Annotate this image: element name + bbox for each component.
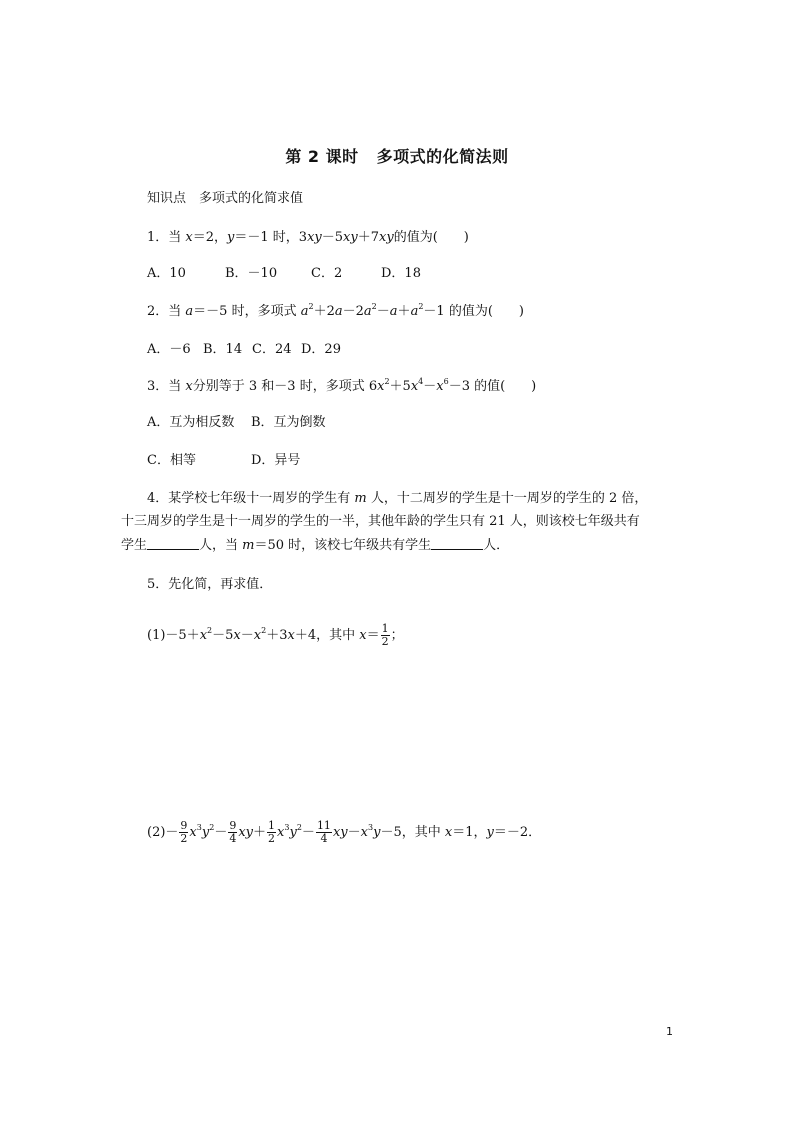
- question-5-heading: 5．先化简，再求值．: [147, 577, 273, 592]
- question-1-options: [147, 265, 421, 283]
- question-5-part-1: $(1)-5+x^2-5x-x^2+3x+4$，其中 x＝ $\frac{1}{2}$ ；: [147, 622, 404, 648]
- question-2-options: [147, 341, 341, 359]
- lesson-topic: 多项式的化简法则: [376, 147, 509, 166]
- question-4-line3: 学生 人，当 m＝50 时，该校七年级共有学生 人．: [121, 538, 510, 553]
- question-3-options-row1: [147, 414, 326, 432]
- fraction: $\frac{9}{2}$: [180, 819, 188, 845]
- option-d: D．异号: [251, 453, 301, 468]
- option-a: A．10: [147, 266, 186, 281]
- question-3: 3．当 x分别等于 3 和－3 时，多项式 $6x^2+5x^4-x^6-3$ 的值( ): [147, 376, 537, 394]
- page-title: [0, 144, 794, 167]
- option-b: B．互为倒数: [251, 415, 326, 430]
- option-c: C．2: [311, 266, 343, 281]
- question-5-part-2: (2)－ $\frac{9}{2}$ $x^3y^2-$ $\frac{9}{4}$ xy＋ $\frac{1}{2}$ $x^3y^2-$ $\frac{11}{4}$ $xy-x^3y-5$，其中 x＝1，y＝－2．: [147, 819, 542, 845]
- question-4-line2: 十三周岁的学生是十一周岁的学生的一半，其他年龄的学生只有 21 人，则该校七年级共有: [121, 514, 640, 529]
- option-c: C．相等: [147, 453, 196, 468]
- option-b: B．14: [203, 342, 243, 357]
- question-2: 2．当 a＝－5 时，多项式 $a^2+2a-2a^2-a+a^2-1$ 的值为( ): [147, 301, 524, 319]
- question-3-options-row2: [147, 452, 300, 470]
- option-a: A．互为相反数: [147, 415, 235, 430]
- lesson-number: 第 2 课时: [285, 147, 359, 166]
- answer-blank-1[interactable]: [147, 537, 199, 550]
- fraction: $\frac{1}{2}$: [381, 622, 389, 648]
- section-heading: 知识点 多项式的化简求值: [147, 191, 304, 206]
- option-d: D．18: [381, 266, 421, 281]
- fraction: $\frac{1}{2}$: [268, 819, 276, 845]
- option-c: C．24: [252, 342, 292, 357]
- option-d: D．29: [301, 342, 341, 357]
- question-1: 1．当 x＝2，y＝－1 时，3xy－5xy＋7xy的值为( ): [147, 230, 469, 245]
- page-number: 1: [666, 1025, 673, 1038]
- fraction: $\frac{9}{4}$: [229, 819, 237, 845]
- fraction: $\frac{11}{4}$: [316, 819, 331, 845]
- answer-blank-2[interactable]: [431, 537, 483, 550]
- question-4-line1: 4．某学校七年级十一周岁的学生有 m 人，十二周岁的学生是十一周岁的学生的 2 倍，: [147, 491, 648, 506]
- option-b: B．－10: [225, 266, 278, 281]
- option-a: A．－6: [147, 342, 191, 357]
